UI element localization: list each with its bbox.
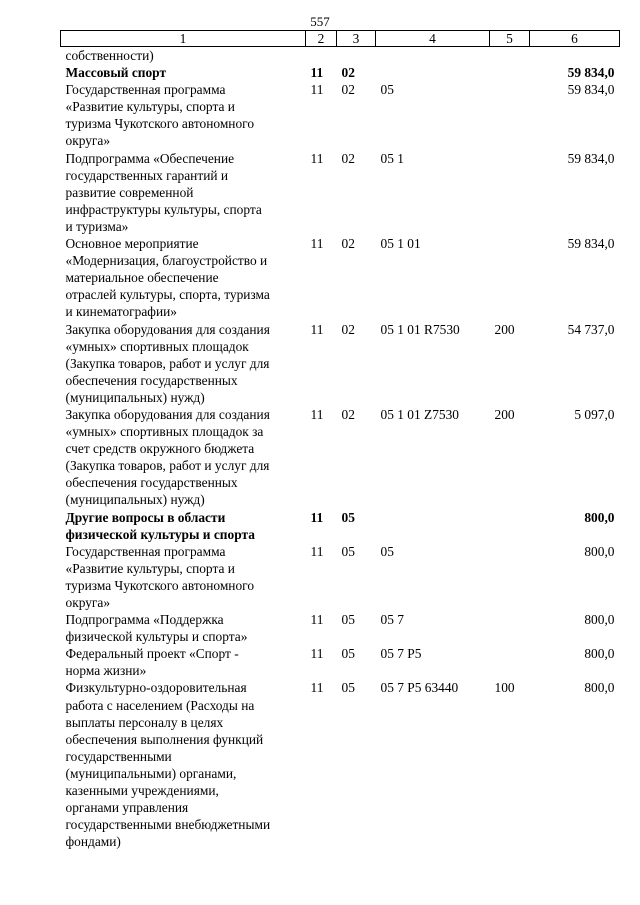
row-amount: 59 834,0 xyxy=(567,82,615,98)
row-section-code: 11 xyxy=(310,646,324,662)
row-target-article xyxy=(376,47,490,65)
row-subsection-code: 02 xyxy=(341,150,355,166)
row-section-code: 11 xyxy=(310,406,324,422)
row-subsection-code: 05 xyxy=(341,680,355,696)
row-section-code: 11 xyxy=(310,543,324,559)
row-section-code: 11 xyxy=(310,321,324,337)
table-row xyxy=(61,81,620,149)
row-expense-type xyxy=(490,47,530,65)
column-header-2: 2 xyxy=(306,31,337,47)
row-amount: 59 834,0 xyxy=(567,150,615,166)
table-row xyxy=(61,64,620,81)
row-subsection-code: 02 xyxy=(341,236,355,252)
row-name: Государственная программа «Развитие культуры, спорта и туризма Чукотского автономного округа» xyxy=(65,543,255,610)
row-expense-type: 100 xyxy=(494,680,515,696)
table-header-row xyxy=(61,31,620,47)
column-header-4: 4 xyxy=(376,31,490,47)
row-target-article: 05 1 01 xyxy=(380,236,421,252)
column-header-3: 3 xyxy=(337,31,376,47)
row-amount: 800,0 xyxy=(584,646,615,662)
row-section-code: 11 xyxy=(310,612,324,628)
row-expense-type: 200 xyxy=(494,321,515,337)
row-subsection-code: 02 xyxy=(341,65,355,81)
column-header-6: 6 xyxy=(530,31,620,47)
row-target-article: 05 7 P5 xyxy=(380,646,422,662)
row-expense-type: 200 xyxy=(494,406,515,422)
row-target-article: 05 1 01 R7530 xyxy=(380,321,460,337)
row-section-code: 11 xyxy=(310,680,324,696)
row-name: Физкультурно-оздоровительная работа с населением (Расходы на выплаты персоналу в целях обеспечения выполнения функций государственными (муниципальными) органами, казенными учреждениями, органами управления государственными внебюджетными фондами) xyxy=(65,680,271,850)
row-expense-type xyxy=(490,611,530,645)
row-expense-type xyxy=(490,150,530,235)
row-section-code xyxy=(306,47,337,65)
row-expense-type xyxy=(490,543,530,611)
row-target-article: 05 xyxy=(380,82,394,98)
table-row xyxy=(61,679,620,850)
row-subsection-code: 05 xyxy=(341,612,355,628)
table-row xyxy=(61,645,620,679)
row-name: Массовый спорт xyxy=(65,65,167,81)
row-name: Подпрограмма «Поддержка физической культуры и спорта» xyxy=(65,612,248,645)
table-row xyxy=(61,611,620,645)
row-amount: 54 737,0 xyxy=(567,321,615,337)
row-expense-type xyxy=(490,81,530,149)
row-name: Закупка оборудования для создания «умных» спортивных площадок за счет средств окружного бюджета (Закупка товаров, работ и услуг для обеспечения государственных (муниципальных) нужд) xyxy=(65,406,270,508)
row-section-code: 11 xyxy=(310,65,324,81)
table-row xyxy=(61,509,620,543)
row-target-article: 05 1 01 Z7530 xyxy=(380,406,459,422)
row-subsection-code: 02 xyxy=(341,406,355,422)
row-subsection-code: 05 xyxy=(341,646,355,662)
table-row xyxy=(61,543,620,611)
row-amount xyxy=(530,47,620,65)
row-section-code: 11 xyxy=(310,509,324,525)
row-name: Подпрограмма «Обеспечение государственных гарантий и развитие современной инфраструктуры культуры, спорта и туризма» xyxy=(65,150,262,234)
row-subsection-code: 05 xyxy=(341,509,355,525)
table-row xyxy=(61,235,620,320)
row-section-code: 11 xyxy=(310,82,324,98)
row-target-article: 05 xyxy=(380,543,394,559)
table-row xyxy=(61,150,620,235)
row-target-article xyxy=(376,509,490,543)
row-amount: 800,0 xyxy=(584,509,615,525)
row-name: Федеральный проект «Спорт - норма жизни» xyxy=(65,646,239,679)
row-subsection-code: 02 xyxy=(341,82,355,98)
row-amount: 59 834,0 xyxy=(567,65,615,81)
row-expense-type xyxy=(490,235,530,320)
row-amount: 800,0 xyxy=(584,680,615,696)
row-subsection-code: 02 xyxy=(341,321,355,337)
row-amount: 800,0 xyxy=(584,543,615,559)
budget-table xyxy=(60,30,620,850)
row-subsection-code xyxy=(337,47,376,65)
table-row xyxy=(61,321,620,406)
row-expense-type xyxy=(490,509,530,543)
page-number: 557 xyxy=(310,14,330,29)
column-header-5: 5 xyxy=(490,31,530,47)
row-target-article: 05 1 xyxy=(380,150,404,166)
row-name: Закупка оборудования для создания «умных» спортивных площадок (Закупка товаров, работ и услуг для обеспечения государственных (муниципальных) нужд) xyxy=(65,321,270,405)
row-expense-type xyxy=(490,64,530,81)
row-amount: 800,0 xyxy=(584,612,615,628)
column-header-1: 1 xyxy=(61,31,306,47)
table-row xyxy=(61,47,620,65)
row-name: собственности) xyxy=(65,48,154,63)
row-expense-type xyxy=(490,645,530,679)
row-section-code: 11 xyxy=(310,236,324,252)
row-name: Государственная программа «Развитие культуры, спорта и туризма Чукотского автономного округа» xyxy=(65,82,255,149)
row-target-article: 05 7 xyxy=(380,612,404,628)
table-row xyxy=(61,406,620,509)
row-target-article xyxy=(376,64,490,81)
row-name: Основное мероприятие «Модернизация, благоустройство и материальное обеспечение отраслей культуры, спорта, туризма и кинематографии» xyxy=(65,236,270,320)
row-target-article: 05 7 P5 63440 xyxy=(380,680,459,696)
row-amount: 59 834,0 xyxy=(567,236,615,252)
row-amount: 5 097,0 xyxy=(574,406,615,422)
row-name: Другие вопросы в области физической культуры и спорта xyxy=(65,509,255,542)
row-section-code: 11 xyxy=(310,150,324,166)
row-subsection-code: 05 xyxy=(341,543,355,559)
